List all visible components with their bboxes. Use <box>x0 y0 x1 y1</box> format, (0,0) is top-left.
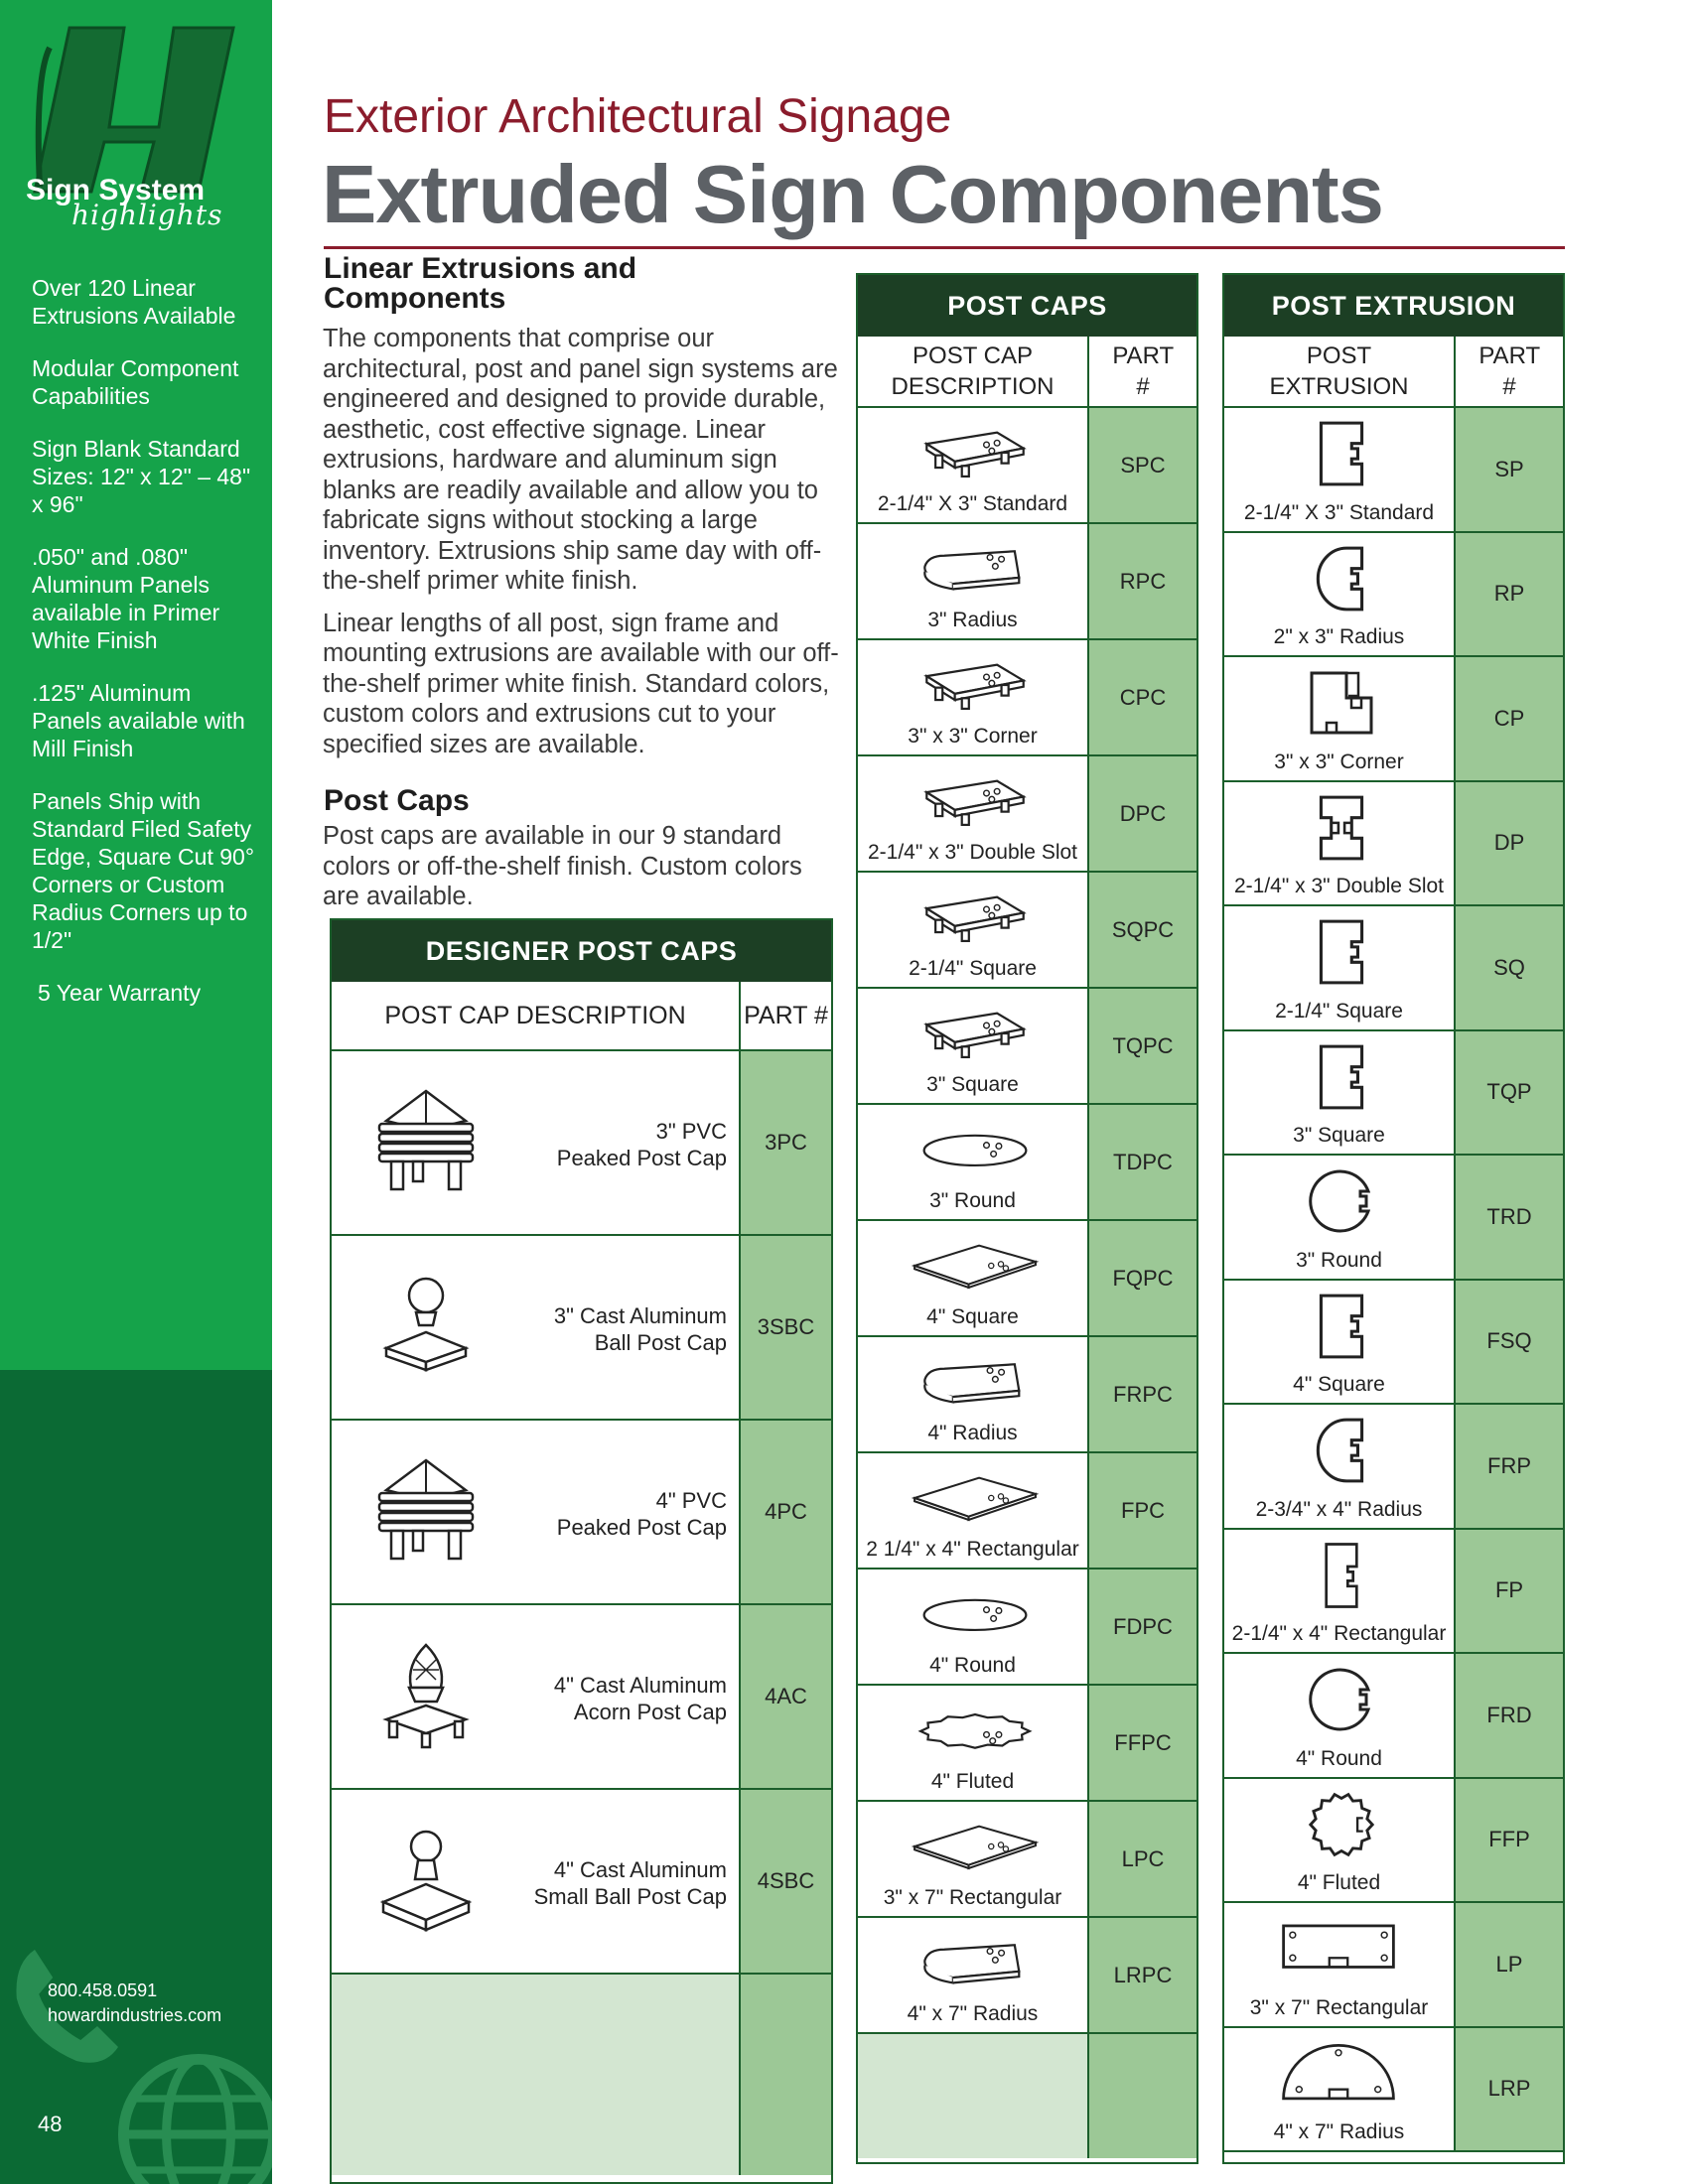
table-title: POST CAPS <box>858 275 1196 337</box>
page-kicker: Exterior Architectural Signage <box>324 90 952 143</box>
page-title: Extruded Sign Components <box>322 148 1383 240</box>
description-cell <box>858 873 1089 987</box>
small-ball-cap-icon <box>371 1825 481 1934</box>
description-cell <box>858 640 1089 754</box>
row-description: 4" x 7" Radius <box>907 2002 1039 2025</box>
table-row <box>858 524 1196 640</box>
row-description: 3" x 3" Corner <box>1274 750 1404 773</box>
description-cell <box>1224 408 1456 531</box>
table-title: POST EXTRUSION <box>1224 275 1563 337</box>
description-line: Peaked Post Cap <box>556 1146 727 1170</box>
part-number: TQPC <box>1089 989 1196 1103</box>
highlight-item: .050" and .080" Aluminum Panels available in Primer White Finish <box>32 544 220 653</box>
row-description: 2-1/4" x 4" Rectangular <box>1231 1622 1447 1645</box>
radius-profile-icon <box>1307 1415 1376 1486</box>
part-number: RP <box>1456 533 1563 656</box>
row-description <box>534 1856 727 1910</box>
website-link[interactable]: howardindustries.com <box>48 2005 222 2025</box>
row-description: 2-1/4" Square <box>1275 999 1403 1023</box>
description-cell <box>858 1337 1089 1451</box>
table-row <box>332 1051 831 1236</box>
row-description <box>557 1118 727 1171</box>
flat-cap-icon <box>911 1003 1040 1064</box>
table-row <box>1224 1903 1563 2028</box>
table-row <box>858 1453 1196 1570</box>
part-number: LRP <box>1456 2028 1563 2151</box>
part-number: FRD <box>1456 1654 1563 1777</box>
row-description: 4" Radius <box>927 1422 1018 1444</box>
col-description: POST CAP DESCRIPTION <box>858 337 1089 406</box>
part-number: 3SBC <box>741 1236 831 1419</box>
table-row <box>1224 1654 1563 1779</box>
col-description: POST EXTRUSION <box>1224 337 1456 406</box>
table-row <box>858 1221 1196 1337</box>
phone-number: 800.458.0591 <box>48 1980 158 2000</box>
part-number: FRPC <box>1089 1337 1196 1451</box>
pvc-peaked-cap-icon <box>371 1455 481 1565</box>
globe-icon <box>109 2045 272 2184</box>
round-cap-icon <box>911 1119 1040 1180</box>
row-description: 3" Square <box>926 1073 1019 1096</box>
part-number: FPC <box>1089 1453 1196 1568</box>
table-row <box>1224 533 1563 658</box>
pvc-peaked-cap-icon <box>371 1086 481 1195</box>
description-cell <box>858 1686 1089 1800</box>
title-divider <box>324 246 1565 249</box>
description-cell <box>1224 533 1456 656</box>
post-caps-body: Post caps are available in our 9 standard colors or off-the-shelf finish. Custom colors are available. <box>323 822 802 910</box>
table-row <box>858 756 1196 873</box>
table-row <box>858 1105 1196 1221</box>
row-description <box>554 1672 727 1725</box>
description-cell <box>332 1790 741 1973</box>
table-row <box>1224 1156 1563 1281</box>
description-line: Ball Post Cap <box>594 1330 727 1355</box>
highlight-item: Modular Component Capabilities <box>32 355 239 409</box>
table-row <box>858 873 1196 989</box>
table-row <box>332 1605 831 1790</box>
part-number: 4PC <box>741 1421 831 1603</box>
table-row <box>1224 2028 1563 2153</box>
brand-script: highlights <box>71 199 223 231</box>
row-description: 2-1/4" Square <box>909 957 1037 980</box>
part-number: FFPC <box>1089 1686 1196 1800</box>
description-cell <box>858 524 1089 638</box>
col-part: PART # <box>744 1001 828 1029</box>
row-description: 2-1/4" x 3" Double Slot <box>1233 875 1445 897</box>
radius-cap-icon <box>911 1932 1040 1993</box>
contact-block <box>48 1979 221 2028</box>
table-header-row <box>1224 337 1563 408</box>
table-row <box>858 1802 1196 1918</box>
description-cell <box>1224 657 1456 780</box>
part-number: FRP <box>1456 1405 1563 1528</box>
part-number: SP <box>1456 408 1563 531</box>
table-row <box>332 1790 831 1975</box>
post-extrusion-table <box>1222 273 1565 2164</box>
col-part: PART # <box>1112 342 1175 400</box>
part-number: TRD <box>1456 1156 1563 1279</box>
description-cell <box>858 1221 1089 1335</box>
row-description: 3" x 7" Rectangular <box>883 1886 1062 1909</box>
blank-filler <box>332 1975 831 2175</box>
description-line: 4" Cast Aluminum <box>553 1673 727 1698</box>
flat-cap-icon <box>911 654 1040 716</box>
row-description: 2-1/4" x 3" Double Slot <box>867 841 1078 864</box>
part-number: CP <box>1456 657 1563 780</box>
table-row <box>332 1421 831 1605</box>
description-cell <box>858 1802 1089 1916</box>
description-line: Peaked Post Cap <box>556 1515 727 1540</box>
row-description <box>557 1487 727 1541</box>
highlight-item: .125" Aluminum Panels available with Mill Finish <box>32 680 245 761</box>
table-row <box>1224 1779 1563 1904</box>
plate-cap-icon <box>911 1467 1040 1529</box>
row-description: 4" Square <box>1293 1373 1385 1396</box>
row-description: 4" Fluted <box>930 1770 1015 1793</box>
part-number: FQPC <box>1089 1221 1196 1335</box>
row-description <box>554 1302 727 1356</box>
row-description: 2-3/4" x 4" Radius <box>1255 1497 1423 1521</box>
row-description: 3" x 7" Rectangular <box>1249 1995 1429 2019</box>
description-cell <box>858 1453 1089 1568</box>
table-row <box>858 1337 1196 1453</box>
highlight-item: Over 120 Linear Extrusions Available <box>32 275 236 329</box>
part-number: LPC <box>1089 1802 1196 1916</box>
table-row <box>1224 1031 1563 1157</box>
part-number: DP <box>1456 782 1563 905</box>
table-row <box>858 1918 1196 2034</box>
table-row <box>858 408 1196 524</box>
description-cell <box>858 408 1089 522</box>
part-number: CPC <box>1089 640 1196 754</box>
acorn-cap-icon <box>371 1640 481 1749</box>
table-row <box>858 640 1196 756</box>
part-number: FDPC <box>1089 1570 1196 1684</box>
fluted-profile-icon <box>1307 1789 1376 1860</box>
square-profile-icon <box>1307 418 1376 489</box>
round-profile-icon <box>1307 1664 1376 1735</box>
table-row <box>332 1236 831 1421</box>
description-line: 4" Cast Aluminum <box>553 1857 727 1882</box>
row-description: 2 1/4" x 4" Rectangular <box>866 1538 1079 1561</box>
col-description: POST CAP DESCRIPTION <box>332 982 741 1049</box>
row-description: 2-1/4" X 3" Standard <box>877 492 1068 515</box>
description-cell <box>332 1051 741 1234</box>
description-cell <box>332 1421 741 1603</box>
row-description: 3" Radius <box>927 609 1018 631</box>
part-number: FFP <box>1456 1779 1563 1902</box>
round-profile-icon <box>1307 1165 1376 1237</box>
row-description: 4" Fluted <box>1297 1871 1381 1894</box>
flat-cap-icon <box>911 887 1040 948</box>
brand-title: Sign System <box>26 174 206 206</box>
double-slot-profile-icon <box>1307 792 1376 864</box>
table-row <box>1224 906 1563 1031</box>
radius-profile-icon <box>1307 543 1376 614</box>
part-number: TDPC <box>1089 1105 1196 1219</box>
intro-heading: Linear Extrusions and Components <box>324 252 637 315</box>
row-description: 2-1/4" X 3" Standard <box>1243 500 1435 524</box>
fluted-cap-icon <box>911 1700 1040 1761</box>
intro-body <box>323 324 839 771</box>
square-profile-icon <box>1307 916 1376 988</box>
flat-cap-icon <box>911 770 1040 832</box>
row-description: 4" Round <box>1296 1746 1382 1770</box>
description-cell <box>1224 1156 1456 1279</box>
part-number: FP <box>1456 1530 1563 1653</box>
description-cell <box>858 756 1089 871</box>
part-number: SPC <box>1089 408 1196 522</box>
table-title: DESIGNER POST CAPS <box>332 920 831 982</box>
row-description: 3" Square <box>1293 1124 1385 1147</box>
table-row <box>1224 1530 1563 1655</box>
part-number: RPC <box>1089 524 1196 638</box>
col-part: PART # <box>1478 342 1541 400</box>
ball-cap-icon <box>371 1271 481 1380</box>
part-number: SQPC <box>1089 873 1196 987</box>
part-number: 3PC <box>741 1051 831 1234</box>
description-cell <box>1224 1031 1456 1155</box>
table-row <box>858 1570 1196 1686</box>
description-cell <box>1224 1405 1456 1528</box>
table-header-row <box>332 982 831 1051</box>
part-number: FSQ <box>1456 1281 1563 1404</box>
description-cell <box>1224 1654 1456 1777</box>
description-cell <box>332 1236 741 1419</box>
table-row <box>858 1686 1196 1802</box>
round-cap-icon <box>911 1583 1040 1645</box>
row-description: 4" Square <box>926 1305 1019 1328</box>
table-row <box>1224 408 1563 533</box>
description-cell <box>1224 1903 1456 2026</box>
row-description: 3" Round <box>1296 1248 1382 1272</box>
table-row <box>858 989 1196 1105</box>
sidebar <box>0 0 272 2184</box>
description-line: 3" Cast Aluminum <box>553 1303 727 1328</box>
description-cell <box>1224 1779 1456 1902</box>
description-line: 4" PVC <box>655 1488 727 1513</box>
square-profile-icon <box>1307 1291 1376 1362</box>
post-caps-heading: Post Caps <box>324 784 470 817</box>
flat-cap-icon <box>911 422 1040 483</box>
description-cell <box>1224 1281 1456 1404</box>
description-line: 3" PVC <box>655 1119 727 1144</box>
intro-paragraph: The components that comprise our architectural, post and panel sign systems are engineered and designed to provide durable, aesthetic, cost effective signage. Linear extrusions, hardware and aluminum sign blanks are readily available and allow you to fabricate signs without stocking a large inventory. Extrusions ship same day with off-the-shelf primer white finish. <box>323 325 838 595</box>
description-cell <box>858 1918 1089 2032</box>
description-cell <box>858 1105 1089 1219</box>
description-cell <box>1224 906 1456 1029</box>
table-row <box>1224 657 1563 782</box>
highlight-item: Panels Ship with Standard Filed Safety Edge, Square Cut 90° Corners or Custom Radius Corners up to 1/2" <box>32 788 255 953</box>
part-number: 4AC <box>741 1605 831 1788</box>
description-cell <box>1224 782 1456 905</box>
row-description: 3" x 3" Corner <box>908 725 1038 748</box>
plate-cap-icon <box>911 1235 1040 1297</box>
description-line: Small Ball Post Cap <box>533 1884 727 1909</box>
description-cell <box>858 989 1089 1103</box>
part-number: TQP <box>1456 1031 1563 1155</box>
highlights-list <box>32 274 265 1031</box>
table-row <box>1224 782 1563 907</box>
highlight-item: Sign Blank Standard Sizes: 12" x 12" – 48" x 96" <box>32 436 251 517</box>
description-cell <box>858 1570 1089 1684</box>
post-caps-table <box>856 273 1198 2164</box>
plate-cap-icon <box>911 1816 1040 1877</box>
radius-cap-icon <box>911 1351 1040 1413</box>
part-number: SQ <box>1456 906 1563 1029</box>
table-header-row <box>858 337 1196 408</box>
row-description: 3" Round <box>929 1189 1016 1212</box>
description-cell <box>1224 1530 1456 1653</box>
part-number: 4SBC <box>741 1790 831 1973</box>
intro-paragraph: Linear lengths of all post, sign frame and mounting extrusions are available with our off-the-shelf primer white finish. Standard colors, custom colors and extrusions cut to your specified sizes are available. <box>323 609 839 758</box>
blank-filler <box>858 2034 1196 2158</box>
radius-cap-icon <box>911 538 1040 600</box>
table-row <box>1224 1281 1563 1406</box>
description-cell <box>332 1605 741 1788</box>
designer-post-caps-table <box>330 918 833 2184</box>
description-line: Acorn Post Cap <box>573 1700 727 1724</box>
square-profile-icon <box>1307 1041 1376 1113</box>
description-cell <box>1224 2028 1456 2151</box>
row-description: 2" x 3" Radius <box>1273 625 1405 648</box>
half-round-profile-icon <box>1279 2038 1398 2110</box>
part-number: DPC <box>1089 756 1196 871</box>
rect-profile-icon <box>1307 1540 1376 1611</box>
corner-profile-icon <box>1307 667 1376 739</box>
highlight-item: 5 Year Warranty <box>38 980 202 1006</box>
part-number: LRPC <box>1089 1918 1196 2032</box>
row-description: 4" x 7" Radius <box>1273 2120 1405 2143</box>
row-description: 4" Round <box>929 1654 1016 1677</box>
table-row <box>1224 1405 1563 1530</box>
wide-rect-profile-icon <box>1279 1913 1398 1984</box>
part-number: LP <box>1456 1903 1563 2026</box>
page-number: 48 <box>38 2112 63 2136</box>
